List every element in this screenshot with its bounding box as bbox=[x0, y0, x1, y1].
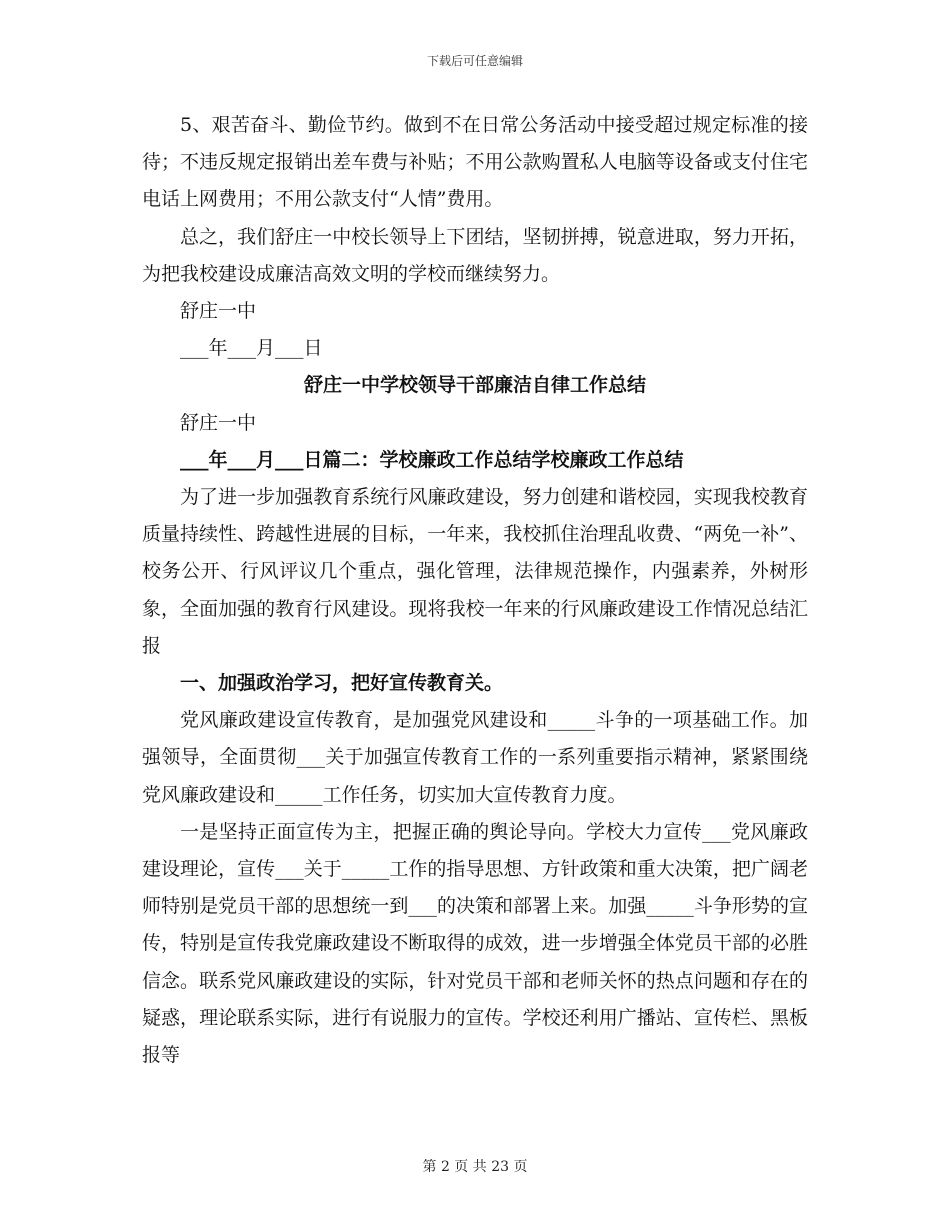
page-header: 下载后可任意编辑 bbox=[426, 54, 523, 68]
paragraph-propaganda: 党风廉政建设宣传教育，是加强党风建设和_____斗争的一项基础工作。加强领导，全面贯彻___关于加强宣传教育工作的一系列重要指示精神，紧紧围绕党风廉政建设和_____工作任务，切实加大宣传教育力度。 bbox=[142, 709, 808, 806]
section-heading-one: 一、加强政治学习，把好宣传教育关。 bbox=[180, 672, 504, 695]
document-body bbox=[142, 107, 808, 1074]
paragraph-frugality: 5、艰苦奋斗、勤俭节约。做到不在日常公务活动中接受超过规定标准的接待；不违反规定报销出差车费与补贴；不用公款购置私人电脑等设备或支付住宅电话上网费用；不用公款支付“人情”费用。 bbox=[142, 114, 808, 211]
paragraph-conclusion: 总之，我们舒庄一中校长领导上下团结，坚韧拼搏，锐意进取，努力开拓，为把我校建设成廉洁高效文明的学校而继续努力。 bbox=[142, 225, 808, 285]
page-footer: 第 2 页 共 23 页 bbox=[422, 1159, 528, 1175]
signature-date: ___年___月___日 bbox=[180, 337, 323, 360]
paragraph-intro: 为了进一步加强教育系统行风廉政建设，努力创建和谐校园，实现我校教育质量持续性、跨越性进展的目标，一年来，我校抓住治理乱收费、“两免一补”、校务公开、行风评议几个重点，强化管理，法律规范操作，内强素养，外树形象，全面加强的教育行风建设。现将我校一年来的行风廉政建设工作情况总结汇报 bbox=[142, 486, 808, 657]
signature-school: 舒庄一中 bbox=[180, 300, 257, 323]
school-name: 舒庄一中 bbox=[180, 411, 257, 434]
section-heading-part-two: ___年___月___日篇二：学校廉政工作总结学校廉政工作总结 bbox=[180, 448, 684, 471]
document-title: 舒庄一中学校领导干部廉洁自律工作总结 bbox=[303, 374, 646, 397]
paragraph-point-one: 一是坚持正面宣传为主，把握正确的舆论导向。学校大力宣传___党风廉政建设理论，宣传___关于_____工作的指导思想、方针政策和重大决策，把广阔老师特别是党员干部的思想统一到___的决策和部署上来。加强_____斗争形势的宣传，特别是宣传我党廉政建设不断取得的成效，进一步增强全体党员干部的必胜信念。联系党风廉政建设的实际，针对党员干部和老师关怀的热点问题和存在的疑惑，理论联系实际，进行有说服力的宣传。学校还利用广播站、宣传栏、黑板报等 bbox=[142, 820, 808, 1067]
